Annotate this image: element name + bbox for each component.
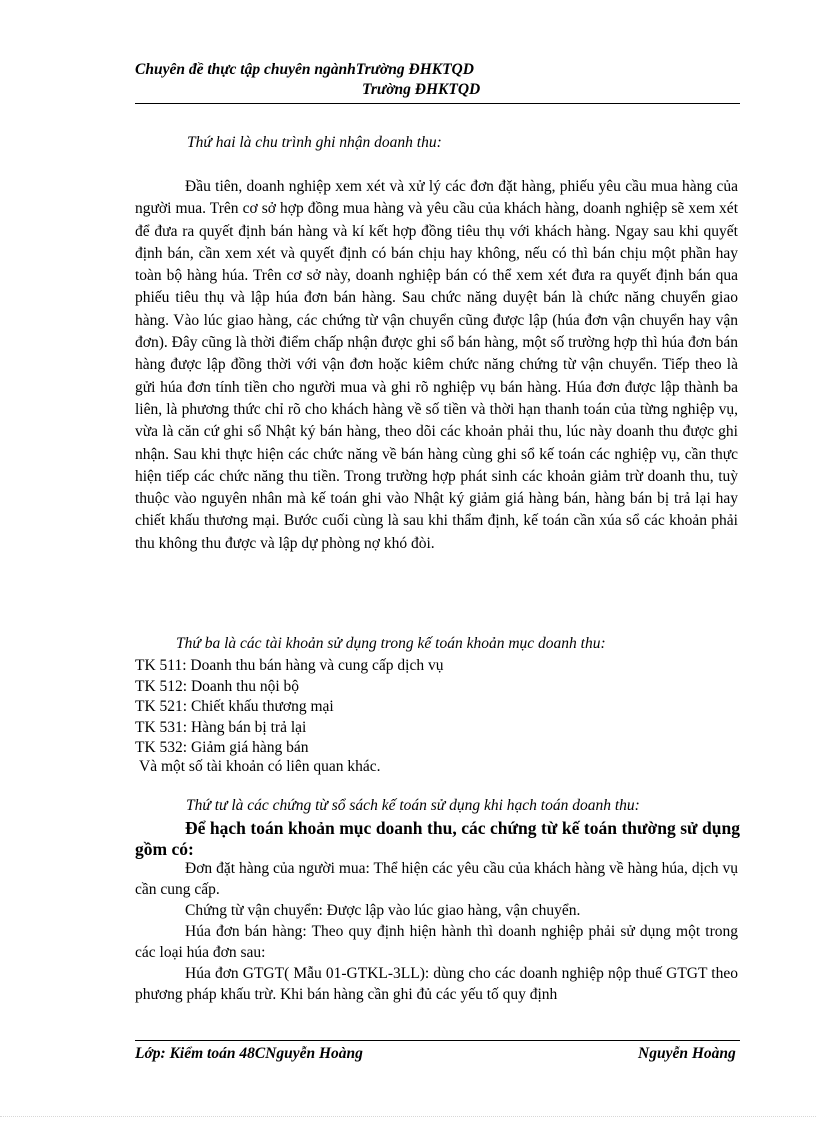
account-item-511: TK 511: Doanh thu bán hàng và cung cấp dịch vụ (135, 657, 444, 674)
section-two-paragraph: Đầu tiên, doanh nghiệp xem xét và xử lý các đơn đặt hàng, phiếu yêu cầu mua hàng của người mua. Trên cơ sở hợp đồng mua hàng và yêu cầu của khách hàng, doanh nghiệp sẽ xem xét để đưa ra quyết định bán hàng và kí kết hợp đồng tiêu thụ với khách hàng. Ngay sau khi quyết định bán, cần xem xét và quyết định có bán chịu hay không, nếu có thì bán chịu một phần hay toàn bộ hàng húa. Trên cơ sở này, doanh nghiệp bán có thể xem xét đưa ra quyết định bán qua phiếu tiêu thụ và lập húa đơn bán hàng. Sau chức năng duyệt bán là chức năng chuyển giao hàng. Vào lúc giao hàng, các chứng từ vận chuyển cũng được lập (húa đơn vận chuyển hay vận đơn). Đây cũng là thời điểm chấp nhận được ghi sổ bán hàng, một số trường hợp thì húa đơn bán hàng được lập đồng thời với vận đơn hoặc kiêm chức năng chứng từ vận chuyển. Tiếp theo là gửi húa đơn tính tiền cho người mua và ghi rõ nghiệp vụ bán hàng. Húa đơn được lập thành ba liên, là phương thức chỉ rõ cho khách hàng về số tiền và thời hạn thanh toán của từng nghiệp vụ, vừa là căn cứ ghi sổ Nhật ký bán hàng, theo dõi các khoản phải thu, lúc này doanh thu được ghi nhận. Sau khi thực hiện các chức năng về bán hàng cùng ghi sổ kế toán các nghiệp vụ, cần thực hiện tiếp các chức năng thu tiền. Trong trường hợp phát sinh các khoản giảm trừ doanh thu, tuỳ thuộc vào nguyên nhân mà kế toán ghi vào Nhật ký giảm giá hàng bán, hàng bán bị trả lại hay chiết khấu thương mại. Bước cuối cùng là sau khi thẩm định, kế toán cần xúa sổ các khoản phải thu không thu được và lập dự phòng nợ khó đòi. (135, 178, 738, 552)
account-item-521: TK 521: Chiết khấu thương mại (135, 698, 334, 715)
section-four-heading: Thứ tư là các chứng từ sổ sách kế toán sử dụng khi hạch toán doanh thu: (186, 797, 640, 814)
footer-class-label: Lớp: Kiểm toán 48CNguyễn Hoàng (135, 1045, 363, 1062)
header-title-line2: Trường ĐHKTQD (362, 81, 481, 98)
footer-author: Nguyễn Hoàng (638, 1045, 736, 1062)
related-accounts-note: Và một số tài khoản có liên quan khác. (139, 758, 381, 775)
documents-intro: Để hạch toán khoản mục doanh thu, các chứng từ kế toán thường sử dụng gồm có: (135, 818, 740, 859)
account-item-531: TK 531: Hàng bán bị trả lại (135, 718, 307, 736)
document-item-sales-invoice: Húa đơn bán hàng: Theo quy định hiện hành thì doanh nghiệp phải sử dụng một trong các loại húa đơn sau: (135, 923, 738, 961)
account-list (135, 656, 444, 759)
document-item-shipping: Chứng từ vận chuyển: Được lập vào lúc giao hàng, vận chuyển. (185, 902, 581, 919)
section-three-heading: Thứ ba là các tài khoản sử dụng trong kế toán khoản mục doanh thu: (176, 635, 606, 652)
page-bottom-edge (0, 1116, 816, 1117)
account-item-532: TK 532: Giảm giá hàng bán (135, 739, 309, 756)
document-item-vat-invoice: Húa đơn GTGT( Mẫu 01-GTKL-3LL): dùng cho các doanh nghiệp nộp thuế GTGT theo phương pháp khấu trừ. Khi bán hàng cần ghi đủ các yếu tố quy định (135, 965, 738, 1003)
footer-divider (135, 1040, 740, 1041)
document-item-purchase-order: Đơn đặt hàng của người mua: Thể hiện các yêu cầu của khách hàng về hàng húa, dịch vụ cần cung cấp. (135, 860, 738, 898)
header-title-line1: Chuyên đề thực tập chuyên ngànhTrường ĐHKTQD (135, 61, 474, 78)
section-two-heading: Thứ hai là chu trình ghi nhận doanh thu: (187, 134, 442, 151)
account-item-512: TK 512: Doanh thu nội bộ (135, 677, 300, 695)
header-divider (135, 103, 740, 104)
